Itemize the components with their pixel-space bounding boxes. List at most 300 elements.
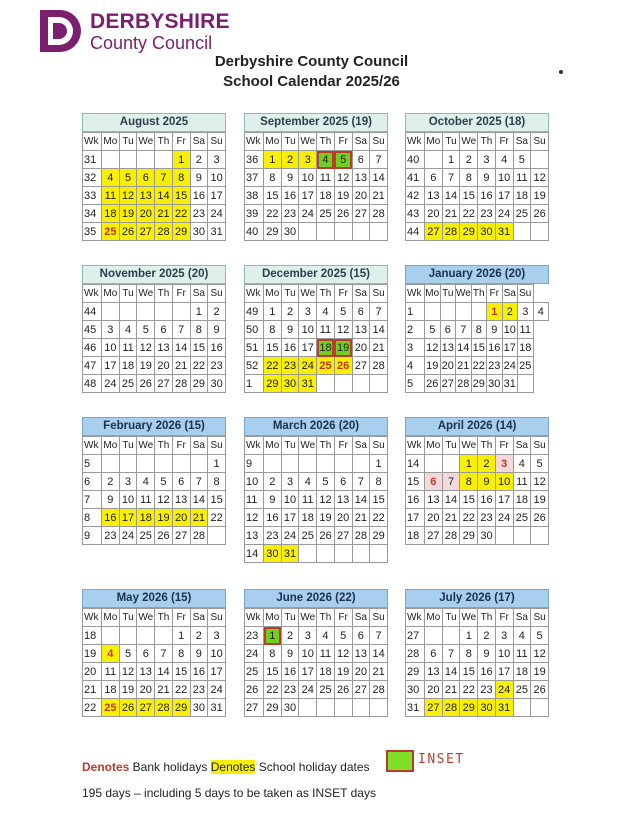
week-row: [245, 627, 388, 645]
day-cell: 6: [155, 321, 173, 339]
weekday-header: Sa: [190, 133, 208, 151]
day-cell: 14: [442, 187, 460, 205]
weekday-header: Wk: [245, 437, 264, 455]
week-row: [406, 339, 549, 357]
week-row: [245, 357, 388, 375]
day-cell: [155, 303, 173, 321]
day-cell: 27: [137, 699, 155, 717]
week-row: [245, 169, 388, 187]
day-cell: 21: [442, 681, 460, 699]
day-cell: 6: [334, 473, 352, 491]
day-cell: 24: [281, 527, 299, 545]
week-number: 49: [245, 303, 264, 321]
day-cell: 5: [531, 627, 549, 645]
weekday-header: We: [137, 609, 155, 627]
day-cell: 12: [119, 663, 137, 681]
day-cell: [137, 303, 155, 321]
page-title: Derbyshire County Council: [214, 53, 409, 70]
month-title: August 2025: [82, 113, 226, 132]
day-cell: [370, 545, 388, 563]
day-cell: 26: [531, 509, 549, 527]
month-table: [405, 132, 549, 241]
day-cell: 9: [487, 321, 503, 339]
weekday-header-row: [245, 437, 388, 455]
day-cell: 20: [334, 509, 352, 527]
week-number: 45: [83, 321, 102, 339]
day-cell: 27: [425, 699, 443, 717]
weekday-header: Wk: [83, 133, 102, 151]
day-cell: 1: [264, 303, 282, 321]
day-cell: 17: [119, 509, 137, 527]
month-calendar: [244, 113, 388, 241]
day-cell: 15: [264, 187, 282, 205]
day-cell: 11: [513, 473, 531, 491]
day-cell: [370, 223, 388, 241]
day-cell: 15: [370, 491, 388, 509]
inset-swatch: [386, 750, 414, 772]
day-cell: [352, 699, 370, 717]
day-cell: 24: [495, 509, 513, 527]
day-cell: 23: [102, 527, 120, 545]
day-cell: 17: [208, 663, 226, 681]
weekday-header: Th: [317, 437, 335, 455]
week-row: [245, 303, 388, 321]
day-cell: 12: [531, 645, 549, 663]
weekday-header-row: [83, 285, 226, 303]
day-cell: 11: [317, 645, 335, 663]
month-table: [244, 284, 388, 393]
weekday-header: We: [460, 609, 478, 627]
day-cell: 19: [155, 509, 173, 527]
week-number: 5: [406, 375, 425, 393]
day-cell: [299, 545, 317, 563]
day-cell: 28: [352, 527, 370, 545]
day-cell: 22: [264, 205, 282, 223]
day-cell: 1: [487, 303, 503, 321]
day-cell: 4: [299, 473, 317, 491]
day-cell: 5: [513, 151, 531, 169]
weekday-header: We: [460, 133, 478, 151]
day-cell: [119, 627, 137, 645]
day-cell: 30: [487, 375, 503, 393]
week-number: 27: [245, 699, 264, 717]
council-logo-icon: [38, 8, 88, 54]
day-cell: 10: [208, 169, 226, 187]
day-cell: 29: [460, 699, 478, 717]
month-table: [82, 132, 226, 241]
week-number: 1: [245, 375, 264, 393]
weekday-header: Sa: [513, 609, 531, 627]
week-row: [83, 303, 226, 321]
day-cell: 22: [460, 681, 478, 699]
day-cell: 6: [425, 645, 443, 663]
day-cell: 7: [190, 473, 208, 491]
day-cell: 30: [478, 699, 496, 717]
month-table: [82, 436, 226, 545]
day-cell: 17: [208, 187, 226, 205]
weekday-header: Wk: [406, 609, 425, 627]
month-table: [405, 284, 549, 393]
day-cell: 23: [190, 681, 208, 699]
day-cell: 24: [299, 205, 317, 223]
day-cell: 13: [172, 491, 190, 509]
day-cell: 7: [442, 169, 460, 187]
day-cell: 11: [137, 491, 155, 509]
weekday-header: Fr: [334, 437, 352, 455]
day-cell: [172, 455, 190, 473]
day-cell: [299, 455, 317, 473]
day-cell: [317, 455, 335, 473]
weekday-header: Tu: [281, 437, 299, 455]
month-title: December 2025 (15): [244, 265, 388, 284]
week-row: [406, 375, 549, 393]
weekday-header: Fr: [495, 437, 513, 455]
day-cell: [155, 627, 173, 645]
week-row: [245, 223, 388, 241]
day-cell: 27: [172, 527, 190, 545]
day-cell: 29: [370, 527, 388, 545]
day-cell: [352, 545, 370, 563]
day-cell: 30: [478, 223, 496, 241]
day-cell: 24: [299, 357, 317, 375]
weekday-header-row: [406, 609, 549, 627]
weekday-header: Th: [155, 609, 173, 627]
day-cell: 25: [317, 357, 335, 375]
day-cell: [531, 151, 549, 169]
weekday-header: Tu: [119, 133, 137, 151]
day-cell: 29: [172, 223, 190, 241]
day-cell: [334, 545, 352, 563]
day-cell: 16: [264, 509, 282, 527]
month-title: June 2026 (22): [244, 589, 388, 608]
week-number: 48: [83, 375, 102, 393]
day-cell: 27: [425, 527, 443, 545]
day-cell: 10: [495, 473, 513, 491]
day-cell: 26: [334, 205, 352, 223]
day-cell: 1: [172, 627, 190, 645]
day-cell: 9: [190, 645, 208, 663]
day-cell: [513, 223, 531, 241]
week-row: [406, 455, 549, 473]
day-cell: [137, 627, 155, 645]
week-row: [245, 473, 388, 491]
week-row: [406, 627, 549, 645]
weekday-header: Tu: [119, 437, 137, 455]
day-cell: 3: [478, 151, 496, 169]
day-cell: 15: [264, 339, 282, 357]
day-cell: 13: [155, 339, 173, 357]
day-cell: [425, 627, 443, 645]
weekday-header: Mo: [425, 285, 441, 303]
week-row: [245, 375, 388, 393]
week-row: [245, 455, 388, 473]
week-row: [406, 223, 549, 241]
day-cell: 20: [137, 205, 155, 223]
weekday-header: We: [299, 437, 317, 455]
weekday-header: Su: [208, 437, 226, 455]
day-cell: [317, 545, 335, 563]
day-cell: 22: [172, 681, 190, 699]
week-row: [83, 645, 226, 663]
weekday-header: Tu: [281, 609, 299, 627]
weekday-header-row: [245, 285, 388, 303]
day-cell: 16: [102, 509, 120, 527]
day-cell: 27: [352, 357, 370, 375]
day-cell: [317, 223, 335, 241]
day-cell: [442, 455, 460, 473]
month-calendar: [405, 589, 549, 717]
week-row: [406, 357, 549, 375]
week-number: 31: [83, 151, 102, 169]
weekday-header: Su: [531, 133, 549, 151]
day-cell: [370, 375, 388, 393]
week-row: [83, 699, 226, 717]
weekday-header: Fr: [172, 437, 190, 455]
day-cell: 28: [456, 375, 472, 393]
day-cell: [334, 699, 352, 717]
day-cell: 30: [281, 375, 299, 393]
day-cell: 1: [442, 151, 460, 169]
day-cell: 8: [370, 473, 388, 491]
day-cell: 1: [190, 303, 208, 321]
day-cell: 18: [299, 509, 317, 527]
day-cell: 17: [495, 491, 513, 509]
week-row: [83, 375, 226, 393]
weekday-header: Su: [531, 437, 549, 455]
weekday-header: Wk: [406, 133, 425, 151]
day-cell: [531, 699, 549, 717]
day-cell: 31: [495, 223, 513, 241]
day-cell: [425, 303, 441, 321]
day-cell: 7: [370, 303, 388, 321]
day-cell: [495, 527, 513, 545]
week-number: 11: [245, 491, 264, 509]
week-number: 47: [83, 357, 102, 375]
day-cell: 2: [478, 455, 496, 473]
day-cell: 2: [190, 151, 208, 169]
weekday-header: Sa: [513, 133, 531, 151]
day-cell: 10: [299, 645, 317, 663]
day-cell: 12: [137, 339, 155, 357]
day-cell: 26: [119, 699, 137, 717]
day-cell: 29: [264, 375, 282, 393]
day-cell: 25: [513, 509, 531, 527]
day-cell: [102, 151, 120, 169]
logo-line1: DERBYSHIRE: [90, 10, 230, 33]
day-cell: 3: [495, 455, 513, 473]
week-row: [245, 527, 388, 545]
weekday-header-row: [245, 133, 388, 151]
day-cell: 31: [495, 699, 513, 717]
day-cell: 23: [208, 357, 226, 375]
day-cell: 8: [460, 473, 478, 491]
weekday-header: Su: [208, 133, 226, 151]
day-cell: 25: [513, 681, 531, 699]
month-title: April 2026 (14): [405, 417, 549, 436]
day-cell: 12: [531, 473, 549, 491]
day-cell: 21: [370, 663, 388, 681]
day-cell: 12: [119, 187, 137, 205]
day-cell: 18: [102, 205, 120, 223]
day-cell: 4: [317, 627, 335, 645]
day-cell: 13: [425, 187, 443, 205]
day-cell: 9: [281, 169, 299, 187]
day-cell: 3: [102, 321, 120, 339]
week-number: 26: [245, 681, 264, 699]
day-cell: 30: [281, 699, 299, 717]
day-cell: [518, 375, 534, 393]
week-row: [83, 205, 226, 223]
day-cell: 5: [334, 151, 352, 169]
month-table: [244, 608, 388, 717]
day-cell: [102, 627, 120, 645]
weekday-header: Wk: [245, 133, 264, 151]
month-title: May 2026 (15): [82, 589, 226, 608]
day-cell: 28: [155, 223, 173, 241]
day-cell: 2: [208, 303, 226, 321]
day-cell: 25: [317, 205, 335, 223]
day-cell: 4: [513, 627, 531, 645]
week-number: 44: [83, 303, 102, 321]
weekday-header: Wk: [83, 609, 102, 627]
day-cell: 8: [208, 473, 226, 491]
day-cell: 29: [460, 223, 478, 241]
day-cell: 5: [425, 321, 441, 339]
logo-line2: County Council: [90, 33, 213, 53]
week-row: [406, 645, 549, 663]
day-cell: 15: [190, 339, 208, 357]
weekday-header: Th: [155, 285, 173, 303]
day-cell: 31: [281, 545, 299, 563]
day-cell: 15: [172, 663, 190, 681]
weekday-header: Th: [155, 437, 173, 455]
day-cell: 9: [281, 645, 299, 663]
week-row: [83, 627, 226, 645]
weekday-header: We: [137, 437, 155, 455]
week-row: [83, 187, 226, 205]
weekday-header: Sa: [352, 133, 370, 151]
weekday-header-row: [245, 609, 388, 627]
day-cell: 12: [155, 491, 173, 509]
week-row: [83, 491, 226, 509]
weekday-header: Fr: [172, 133, 190, 151]
week-row: [245, 699, 388, 717]
day-cell: 7: [370, 151, 388, 169]
day-cell: 2: [264, 473, 282, 491]
day-cell: 7: [370, 627, 388, 645]
page-subtitle: School Calendar 2025/26: [223, 73, 400, 90]
day-cell: 18: [513, 491, 531, 509]
day-cell: 10: [299, 169, 317, 187]
week-row: [406, 205, 549, 223]
day-cell: 16: [478, 663, 496, 681]
day-cell: 20: [352, 339, 370, 357]
day-cell: 9: [102, 491, 120, 509]
week-row: [83, 527, 226, 545]
weekday-header: Mo: [264, 133, 282, 151]
day-cell: 27: [155, 375, 173, 393]
day-cell: 6: [352, 627, 370, 645]
weekday-header: Sa: [190, 285, 208, 303]
day-cell: 17: [299, 187, 317, 205]
day-cell: [370, 699, 388, 717]
weekday-header: Fr: [172, 609, 190, 627]
day-cell: 20: [155, 357, 173, 375]
day-cell: 20: [440, 357, 456, 375]
day-cell: 26: [334, 681, 352, 699]
weekday-header: Wk: [83, 285, 102, 303]
day-cell: 5: [317, 473, 335, 491]
weekday-header: Fr: [495, 133, 513, 151]
day-cell: 25: [513, 205, 531, 223]
week-number: 37: [245, 169, 264, 187]
weekday-header: Fr: [334, 285, 352, 303]
week-row: [406, 699, 549, 717]
day-cell: 13: [334, 491, 352, 509]
day-cell: 21: [442, 509, 460, 527]
day-cell: 10: [119, 491, 137, 509]
legend-bank-text: Bank holidays: [129, 760, 211, 774]
weekday-header: Tu: [442, 437, 460, 455]
weekday-header: Sa: [190, 437, 208, 455]
weekday-header: Mo: [264, 437, 282, 455]
day-cell: 11: [102, 663, 120, 681]
day-cell: 11: [299, 491, 317, 509]
day-cell: 9: [264, 491, 282, 509]
day-cell: 3: [208, 151, 226, 169]
week-number: 14: [245, 545, 264, 563]
day-cell: 8: [264, 321, 282, 339]
month-calendar: [82, 113, 226, 241]
week-row: [83, 169, 226, 187]
day-cell: 18: [137, 509, 155, 527]
week-row: [245, 681, 388, 699]
day-cell: 4: [119, 321, 137, 339]
day-cell: 21: [442, 205, 460, 223]
week-number: 4: [406, 357, 425, 375]
day-cell: 26: [317, 527, 335, 545]
day-cell: 25: [518, 357, 534, 375]
weekday-header: Su: [531, 609, 549, 627]
day-cell: 5: [137, 321, 155, 339]
day-cell: [137, 455, 155, 473]
weekday-header: Mo: [264, 285, 282, 303]
day-cell: 24: [208, 681, 226, 699]
day-cell: 3: [119, 473, 137, 491]
weekday-header-row: [83, 133, 226, 151]
day-cell: 14: [370, 169, 388, 187]
day-cell: 19: [334, 339, 352, 357]
day-cell: 20: [425, 681, 443, 699]
day-cell: 30: [190, 699, 208, 717]
day-cell: 11: [119, 339, 137, 357]
day-cell: 16: [281, 339, 299, 357]
day-cell: 28: [442, 699, 460, 717]
day-cell: 29: [172, 699, 190, 717]
day-cell: 24: [495, 681, 513, 699]
month-table: [244, 132, 388, 241]
day-cell: 15: [460, 491, 478, 509]
day-cell: 12: [425, 339, 441, 357]
weekday-header: Th: [478, 133, 496, 151]
day-cell: 13: [425, 663, 443, 681]
day-cell: 29: [460, 527, 478, 545]
week-number: 39: [245, 205, 264, 223]
day-cell: 13: [352, 645, 370, 663]
week-row: [83, 473, 226, 491]
day-cell: [352, 455, 370, 473]
day-cell: 16: [281, 187, 299, 205]
